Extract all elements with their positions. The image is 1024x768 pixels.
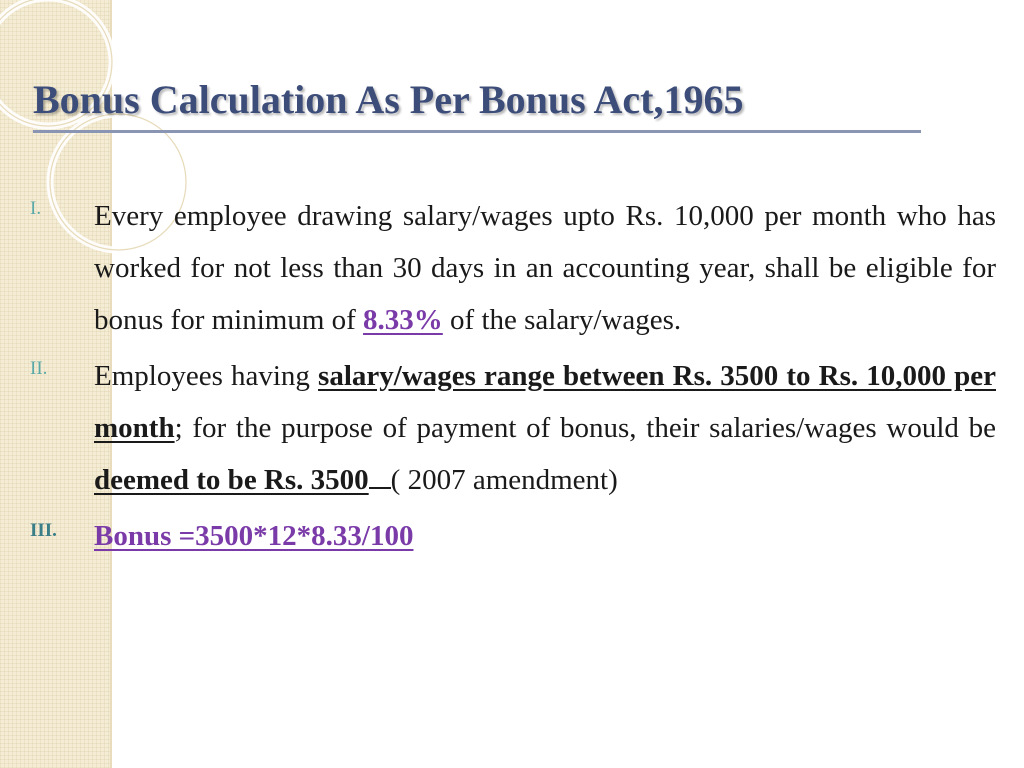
list-marker: I. [30, 198, 42, 219]
list-item [30, 190, 996, 346]
item-text: Every employee drawing salary/wages upto Rs. 10,000 per month who has worked for not less than 30 days in an accounting year, shall be eligible for bonus for minimum of [94, 200, 996, 336]
list-item [30, 350, 996, 506]
underline-gap [369, 463, 391, 489]
list-item [30, 510, 996, 562]
slide-title: Bonus Calculation As Per Bonus Act,1965 [33, 77, 744, 122]
list-marker: II. [30, 358, 48, 379]
list-marker: III. [30, 520, 57, 541]
item-text: of the salary/wages. [442, 304, 682, 336]
bonus-formula: Bonus =3500*12*8.33/100 [94, 520, 414, 552]
list-item-text [94, 350, 996, 506]
list-item-text [94, 190, 996, 346]
title-underline [33, 130, 921, 133]
item-text: ( 2007 amendment) [390, 464, 618, 496]
bullet-list [30, 190, 996, 566]
item-text: ; for the purpose of payment of bonus, their salaries/wages would be [174, 412, 996, 444]
percentage-highlight: 8.33% [363, 304, 443, 336]
salary-range-emphasis: salary/wages range between Rs. 3500 to Rs. 10,000 per month [94, 360, 996, 444]
item-text: Employees having [94, 360, 319, 392]
list-item-text [94, 510, 996, 562]
deemed-amount-emphasis: deemed to be Rs. 3500 [94, 464, 369, 496]
